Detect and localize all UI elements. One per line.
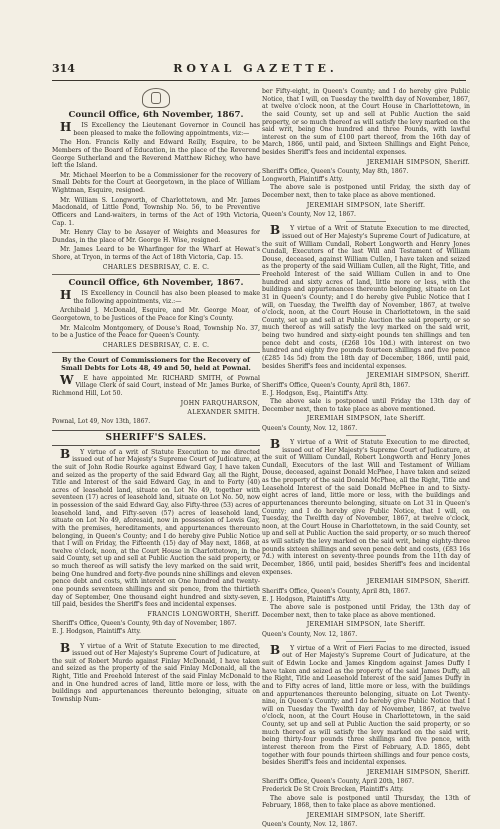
sheriff-sale-4 <box>262 436 470 638</box>
divider <box>52 352 260 353</box>
sheriff-sale-1 <box>52 446 260 636</box>
page-number: 314 <box>52 62 75 75</box>
postponement-date: Queen's County, Nov. 12, 1867. <box>262 424 358 432</box>
header-rule <box>52 80 466 81</box>
running-header <box>52 62 466 78</box>
late-sheriff-signature: JEREMIAH SIMPSON, late Sheriff. <box>306 811 426 819</box>
notice-heading: Council Office, 6th November, 1867. <box>68 278 244 289</box>
notice-heading: By the Court of Commissioners for the Recovery of Small Debts for Lots 48, 49 and 50, held at Pownal. <box>61 356 251 373</box>
commissioners-notice <box>52 356 260 425</box>
sale-paragraph: BY virtue of a writ of Statute Execution to me directed issued out of her Majesty's Supreme Court of Judicature, at the suit of John Rodie Rourke against Edward Gay, I have taken and seized as the property of the said Edward Gay, all the Right, Title and Interest of the said Edward Gay, in and to Forty (40) acres of leasehold land, situate on Lot No 49, together with seventeen (17) acres of leasehold land, situate on Lot No. 50, now in possession of the said Edward Gay, also Fifty-three (53) acres of leasehold land, and Fifty-seven (57) acres of leasehold land, situate on Lot No 49, aforesaid, now in possession of Lewis Gay, with the premises, hereditaments, and appurtenances thereunto belonging, in Queen's County; and I do hereby give Public Notice that I will on Friday, the Fifteenth (15) day of May next, 1868, at twelve o'clock, noon, at the Court House in Charlottetown, in the said County, set up and sell at Public Auction the said property, or so much thereof as will satisfy the levy marked on the said writ, being One hundred and forty-five pounds nine shillings and eleven pence debt and costs, with interest on One hundred and twenty-one pounds seventeen shillings and six pence, from the thirtieth day of September, One thousand eight hundred and sixty-seven, till paid, besides the Sheriff's fees and incidental expenses. <box>52 446 260 609</box>
postponement-note: The above sale is postponed until Friday, the sixth day of December next, then to take place as above mentioned. <box>262 184 470 200</box>
dateline: Pownal, Lot 49, Nov 13th, 1867. <box>52 418 151 426</box>
postponement-date: Queen's County, Nov. 12, 1867. <box>262 630 358 638</box>
sale-signature: FRANCIS LONGWORTH, Sheriff. <box>147 610 260 618</box>
divider <box>346 221 386 222</box>
sale-signature: JEREMIAH SIMPSON, Sheriff. <box>366 578 470 586</box>
notice-heading: Council Office, 6th November, 1867. <box>68 110 244 120</box>
notice-paragraph: The Hon. Francis Kelly and Edward Reilly, Esquire, to be Members of the Board of Education, in the place of the Reverend George Sutherland and the Reverend Matthew Richey, who have left the Island. <box>52 139 260 170</box>
late-sheriff-signature: JEREMIAH SIMPSON, late Sheriff. <box>306 621 426 629</box>
royal-crest-icon <box>142 88 170 108</box>
sheriff-sale-2 <box>52 640 260 704</box>
sale-paragraph: ber Fifty-eight, in Queen's County; and I do hereby give Public Notice, that I will, on Tuesday the twelfth day of November, 1867, at twelve o'clock noon, at the Court House in Charlottetown, in the said County, set up and sell at Public Auction the said property, or so much thereof as will satisfy the levy marked on the said writ, being One hundred and three Pounds, with lawful interest on the sum of £100 part thereof, from the 16th day of March, 1866, until paid, and Sixteen Shillings and Eight Pence, besides Sheriff's fees and incidental expenses. <box>262 88 470 156</box>
sale-office: Sheriff's Office, Queen's County, April 8th, 1867. <box>262 381 411 389</box>
running-title: ROYAL GAZETTE. <box>173 62 338 75</box>
postponement-note: The above sale is postponed until Friday the 13th day of December next, then to take place as above mentioned. <box>262 398 470 413</box>
left-column <box>52 88 260 740</box>
sale-attorney: Longworth, Plaintiff's Atty. <box>262 176 344 184</box>
notice-paragraph: Mr. William S. Longworth, of Charlottetown, and Mr. James Macdonald, of Little Pond, Township No. 56, to be Preventive Officers and Land-waiters, in terms of the Act of 19th Victoria, Cap. 1. <box>52 196 260 227</box>
divider <box>52 274 260 275</box>
divider <box>346 641 386 642</box>
sale-paragraph: BY virtue of a Writ of Statute Execution to me directed, issued out of Her Majesty's Supreme Court of Judicature, at the suit of Robert Murdo against Finlay McDonald, I have taken and seized as the property of the said Finlay McDonald, all the Right, Title and Freehold Interest of the said Finlay McDonald to and in One hundred acres of land, little more or less, with the buildings and appurtenances thereunto belonging, situate on Township Num- <box>52 640 260 703</box>
sale-office: Sheriff's Office, Queen's County, 9th day of November, 1867. <box>52 620 237 628</box>
sale-attorney: E. J. Hodgson, Esq., Plaintiff's Atty. <box>262 389 368 397</box>
sheriff-sale-5 <box>262 642 470 829</box>
divider <box>136 639 176 640</box>
late-sheriff-signature: JEREMIAH SIMPSON, late Sheriff. <box>306 201 426 209</box>
notice-paragraph: Mr. Henry Clay to be Assayer of Weights and Measures for Dundas, in the place of Mr. George H. Wise, resigned. <box>52 229 260 244</box>
postponement-note: The above sale is postponed until Thursday, the 13th of February, 1868, then to take place as above mentioned. <box>262 794 470 810</box>
notice-paragraph: Mr. Michael Meerlon to be a Commissioner for the recovery of Small Debts for the Court at Georgetown, in the place of William Wightman, Esquire, resigned. <box>52 171 260 194</box>
postponement-date: Queen's County, Nov 12, 1867. <box>262 211 356 219</box>
sale-signature: JEREMIAH SIMPSON, Sheriff. <box>366 158 470 166</box>
sale-attorney: E. J. Hodgson, Plaintiff's Atty. <box>52 628 141 636</box>
sale-office: Sheriff's Office, Queen's County, May 8th, 1867. <box>262 168 409 176</box>
notice-paragraph: Mr. Malcolm Montgomery, of Douse's Road, Township No. 37, to be a Justice of the Peace for Queen's County. <box>52 324 260 340</box>
signature-1: JOHN FARQUHARSON, <box>180 399 260 407</box>
council-notice-2 <box>52 278 260 349</box>
sale-signature: JEREMIAH SIMPSON, Sheriff. <box>366 768 470 776</box>
divider <box>346 435 386 436</box>
sale-signature: JEREMIAH SIMPSON, Sheriff. <box>366 372 470 380</box>
sheriff-sale-continued <box>262 88 470 218</box>
notice-paragraph: Mr. James Leard to be Wharfinger for the Wharf at Hewat's Shore, at Tryon, in terms of the Act of 18th Victoria, Cap. 15. <box>52 246 260 261</box>
late-sheriff-signature: JEREMIAH SIMPSON, late Sheriff. <box>306 415 426 423</box>
postponement-date: Queen's County, Nov. 12, 1867. <box>262 821 358 829</box>
section-title: SHERIFF'S SALES. <box>52 430 260 446</box>
sale-attorney: E. J. Hodgson, Plaintiff's Atty. <box>262 595 351 603</box>
signature-2: ALEXANDER SMITH. <box>187 409 260 417</box>
notice-signature: CHARLES DESBRISAY, C. E. C. <box>102 263 210 271</box>
sale-paragraph: BY virtue of a Writ of Statute Execution to me directed, issued out of Her Majesty's Supreme Court of Judicature, at the suit of William Cundall, Robert Longworth and Henry Jones Cundall, Executors of the last Will and Testament of William Douse, deceased, against William Cullen, I have taken and seized as the property of the said William Cullen, all the Right, Title, and Freehold Interest of the said William Cullen in and to One hundred and sixty acres of land, little more or less, with the buildings and appurtenances thereunto belonging, situate on Lot 31 in Queen's County; and I do hereby give Public Notice that I will, on Tuesday, the Twelfth day of November, 1867, at twelve o'clock, noon, at the Court House in Charlottetown, in the said County, set up and sell at Public Auction the said property, or so much thereof as will satisfy the levy marked on the said writ, being two hundred and sixty-eight pounds ten shillings and ten pence debt and costs, (£268 10s 10d.) with interest on two hundred and eighty five pounds fourteen shillings and five pence (£285 14s 5d) from the 18th day of December, 1866, until paid, besides Sheriff's fees and incidental expenses. <box>262 223 470 370</box>
notice-paragraph: Archibald J. McDonald, Esquire, and Mr. George Moar, of Georgetown, to be Justices of the Peace for King's County. <box>52 307 260 322</box>
notice-signature: CHARLES DESBRISAY, C. E. C. <box>102 341 210 349</box>
sale-office: Sheriff's Office, Queen's County, April 20th, 1867. <box>262 778 414 786</box>
sale-paragraph: BY virtue of a Writ of Statute Execution to me directed, issued out of Her Majesty's Supreme Court of Judicature, at the suit of William Cundall, Robert Longworth and Henry Jones Cundall, Executors of the last Will and Testament of William Douse, deceased, against Donald McPhee, I have taken and seized as the property of the said Donald McPhee, all the Right, Title and Leasehold Interest of the said Donald McPhee in and to Sixty-eight acres of land, little more or less, with the buildings and appurtenances thereunto belonging, situate on Lot 31 in Queen's County; and I do hereby give Public Notice, that I will, on Tuesday, the Twelfth day of November, 1867, at twelve o'clock, noon, at the Court House in Charlottetown, in the said County, set up and sell at Public Auction the said property, or so much thereof as will satisfy the levy marked on the said writ, being eighty-three pounds sixteen shillings and seven pence debt and costs, (£83 16s 7d.) with interest on seventy-three pounds from the 11th day of December, 1866, until paid, besides Sheriff's fees and incidental expenses. <box>262 436 470 576</box>
notice-paragraph: HIS Excellency the Lieutenant Governor in Council has been pleased to make the following appointments, viz:— <box>60 120 260 137</box>
sale-paragraph: BY virtue of a Writ of Fieri Facias to me directed, issued out of Her Majesty's Supreme Court of Judicature, at the suit of Edwin Locke and James Kingdom against James Duffy I have taken and seized as the property of the said James Duffy, all the Right, Title and Leasehold Interest of the said James Duffy in and to Fifty acres of land, little more or less, with the buildings and appurtenances thereunto belonging, situate on Lot Twenty-nine, in Queen's County; and I do hereby give Public Notice that I will on Tuesday the Twelfth day of November, 1867, at twelve o'clock, noon, at the Court House in Charlottetown, in the said County, set up and sell at Public Auction the said property, or so much thereof as will satisfy the levy marked on the said writ, being thirty-four pounds three shillings and five pence, with interest thereon from the First of February, A.D. 1865, debt together with four pounds thirteen shillings and four pence costs, besides Sheriff's fees and incidental expenses. <box>262 642 470 767</box>
sale-attorney: Frederick De St Croix Brecken, Plaintiff's Atty. <box>262 786 404 794</box>
postponement-note: The above sale is postponed until Friday, the 13th day of December next, then to take place as above mentioned. <box>262 603 470 619</box>
notice-paragraph: WE have appointed Mr. RICHARD SMITH, of Pownal Village Clerk of said Court, instead of Mr. James Burke, of Richmond Hill, Lot 50. <box>52 372 260 397</box>
council-notice-1 <box>52 110 260 271</box>
sale-office: Sheriff's Office, Queen's County, April 8th, 1867. <box>262 587 411 595</box>
sheriff-sale-3 <box>262 225 470 432</box>
right-column <box>262 88 470 829</box>
notice-paragraph: HIS Excellency in Council has also been pleased to make the following appointments, viz.:— <box>60 288 260 305</box>
